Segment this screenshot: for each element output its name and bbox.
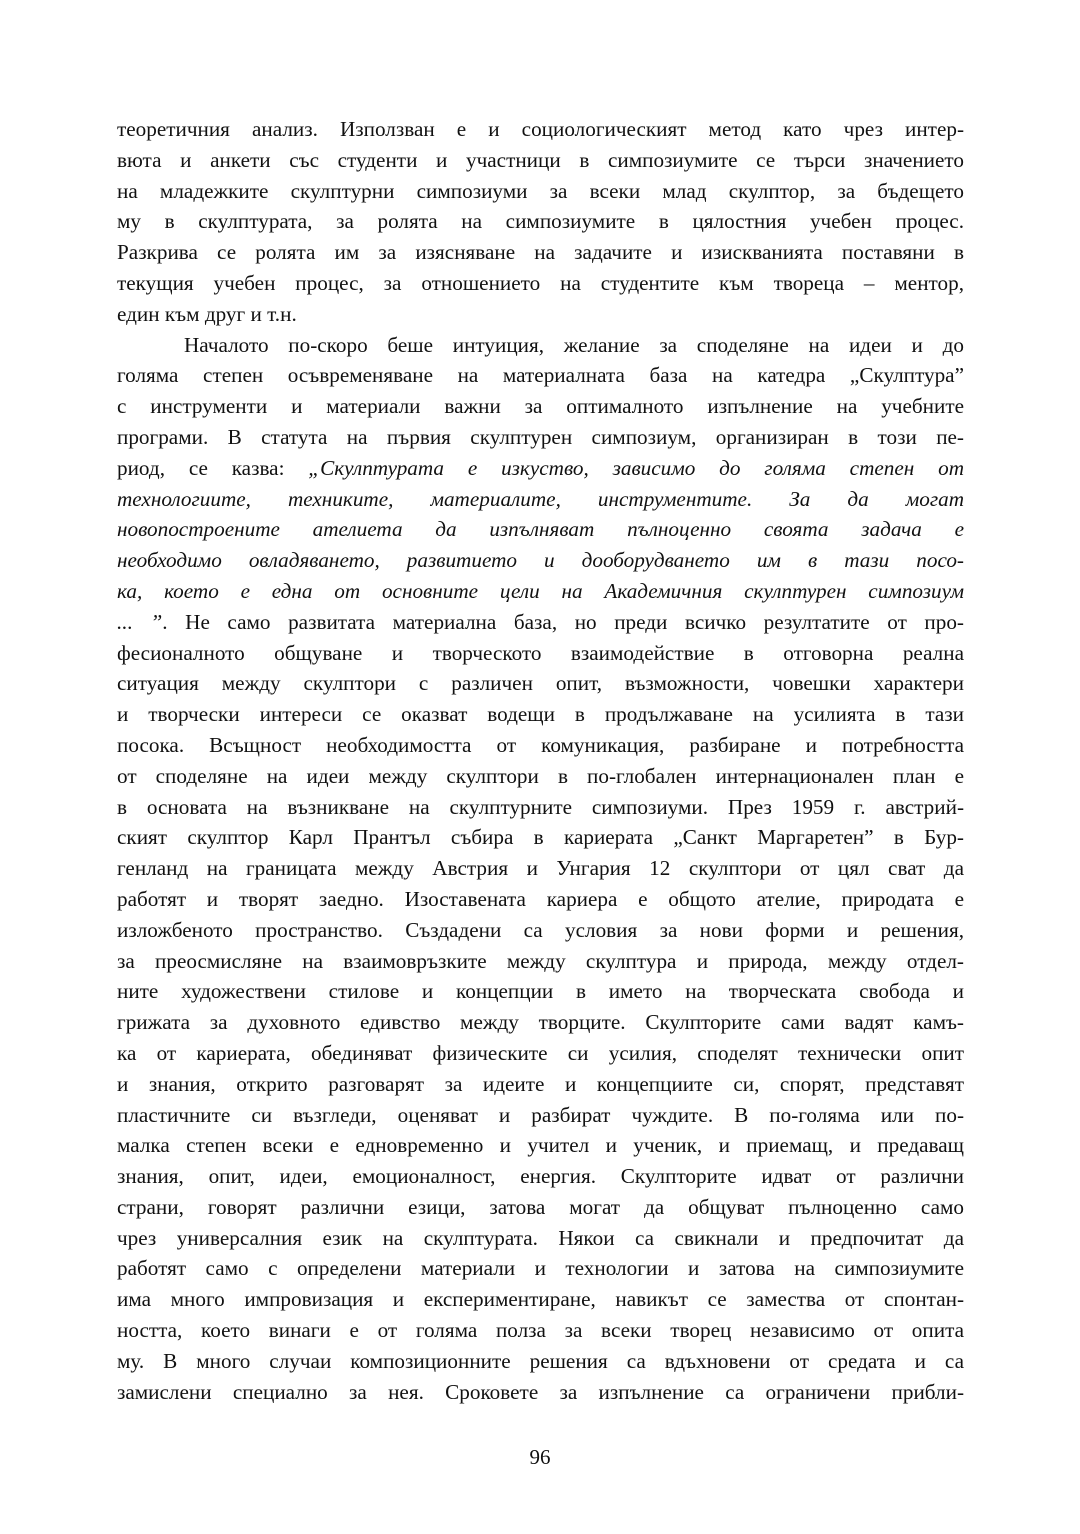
text-line bbox=[117, 453, 964, 484]
text-line: знания, опит, идеи, емоционалност, енергия. Скулпторите идват от различни bbox=[117, 1164, 964, 1189]
text-span: . Не само развитата материална база, но преди всичко резултатите от про- bbox=[162, 609, 964, 634]
text-line: ността, което винаги е от голяма полза за всеки творец независимо от опита bbox=[117, 1318, 964, 1343]
page-number: 96 bbox=[529, 1445, 551, 1469]
text-line: ните художествени стилове и концепции в името на творческата свобода и bbox=[117, 979, 964, 1004]
text-line: с инструменти и материали важни за оптималното изпълнение на учебните bbox=[117, 394, 964, 419]
quote-line: ка, което е една от основните цели на Академичния скулптурен симпозиум bbox=[117, 578, 964, 603]
document-body bbox=[117, 114, 964, 1407]
text-line: му в скулптурата, за ролята на симпозиумите в цялостния учебен процес. bbox=[117, 209, 964, 234]
quote-span: „Скулптурата е изкуство, зависимо до голяма степен от bbox=[308, 455, 964, 480]
text-line: грижата за духовното едивство между творците. Скулпторите сами вадят камъ- bbox=[117, 1010, 964, 1035]
text-line: в основата на възникване на скулптурните симпозиуми. През 1959 г. австрий- bbox=[117, 794, 964, 819]
text-line: ситуация между скулптори с различен опит, възможности, човешки характери bbox=[117, 671, 964, 696]
text-line: и знания, открито разговарят за идеите и концепциите си, спорят, представят bbox=[117, 1071, 964, 1096]
text-line: има много импровизация и експериментиране, навикът се замества от спонтан- bbox=[117, 1287, 964, 1312]
text-line: програми. В статута на първия скулптурен симпозиум, организиран в този пе- bbox=[117, 424, 964, 449]
text-line: изложбеното пространство. Създадени са условия за нови форми и решения, bbox=[117, 917, 964, 942]
text-line: страни, говорят различни езици, затова могат да общуват пълноценно само bbox=[117, 1194, 964, 1219]
text-line: фесионалното общуване и творческото взаимодействие в отговорна реална bbox=[117, 640, 964, 665]
quote-line: технологиите, техниките, материалите, инструментите. За да могат bbox=[117, 486, 964, 511]
text-line: ският скулптор Карл Прантъл събира в кариерата „Санкт Маргаретен” в Бур- bbox=[117, 825, 964, 850]
text-line: замислени специално за нея. Сроковете за изпълнение са ограничени прибли- bbox=[117, 1379, 964, 1404]
text-line: му. В много случаи композиционните решения са вдъхновени от средата и са bbox=[117, 1348, 964, 1373]
text-line: Разкрива се ролята им за изясняване на задачите и изискванията поставяни в bbox=[117, 240, 964, 265]
text-line: малка степен всеки е едновременно и учител и ученик, и приемащ, и предаващ bbox=[117, 1133, 964, 1158]
quote-span: ... ” bbox=[117, 609, 163, 634]
text-line: текущия учебен процес, за отношението на студентите към твореца – ментор, bbox=[117, 270, 964, 295]
text-line: Началото по-скоро беше интуиция, желание за споделяне на идеи и до bbox=[184, 332, 964, 357]
text-line: на младежките скулптурни симпозиуми за всеки млад скулптор, за бъдещето bbox=[117, 178, 964, 203]
text-span: риод, се казва: bbox=[117, 455, 309, 480]
text-line: посока. Всъщност необходимостта от комуникация, разбиране и потребността bbox=[117, 732, 964, 757]
text-line: генланд на границата между Австрия и Унгария 12 скулптори от цял сват да bbox=[117, 856, 964, 881]
text-line: вюта и анкети със студенти и участници в симпозиумите се търси значението bbox=[117, 147, 964, 172]
text-line: един към друг и т.н. bbox=[117, 301, 297, 326]
text-line: работят и творят заедно. Изоставената кариера е общото ателие, природата е bbox=[117, 886, 964, 911]
text-line: чрез универсалния език на скулптурата. Някои са свикнали и предпочитат да bbox=[117, 1225, 964, 1250]
text-line: от споделяне на идеи между скулптори в по-глобален интернационален план е bbox=[117, 763, 964, 788]
text-line: и творчески интереси се оказват водещи в продължаване на усилията в тази bbox=[117, 702, 964, 727]
text-line: ка от кариерата, обединяват физическите си усилия, споделят технически опит bbox=[117, 1040, 964, 1065]
text-line: работят само с определени материали и технологии и затова на симпозиумите bbox=[117, 1256, 964, 1281]
text-line: пластичните си възгледи, оценяват и разбират чуждите. В по-голяма или по- bbox=[117, 1102, 964, 1127]
quote-line: необходимо овладяването, развитието и дооборудването им в тази посо- bbox=[117, 548, 964, 573]
text-line bbox=[117, 607, 964, 638]
text-line: голяма степен осъвременяване на материалната база на катедра „Скулптура” bbox=[117, 363, 964, 388]
text-line: за преосмисляне на взаимовръзките между скулптура и природа, между отдел- bbox=[117, 948, 964, 973]
text-line: теоретичния анализ. Използван е и социологическият метод като чрез интер- bbox=[117, 117, 964, 141]
quote-line: новопостроените ателиета да изпълняват пълноценно своята задача е bbox=[117, 517, 964, 542]
